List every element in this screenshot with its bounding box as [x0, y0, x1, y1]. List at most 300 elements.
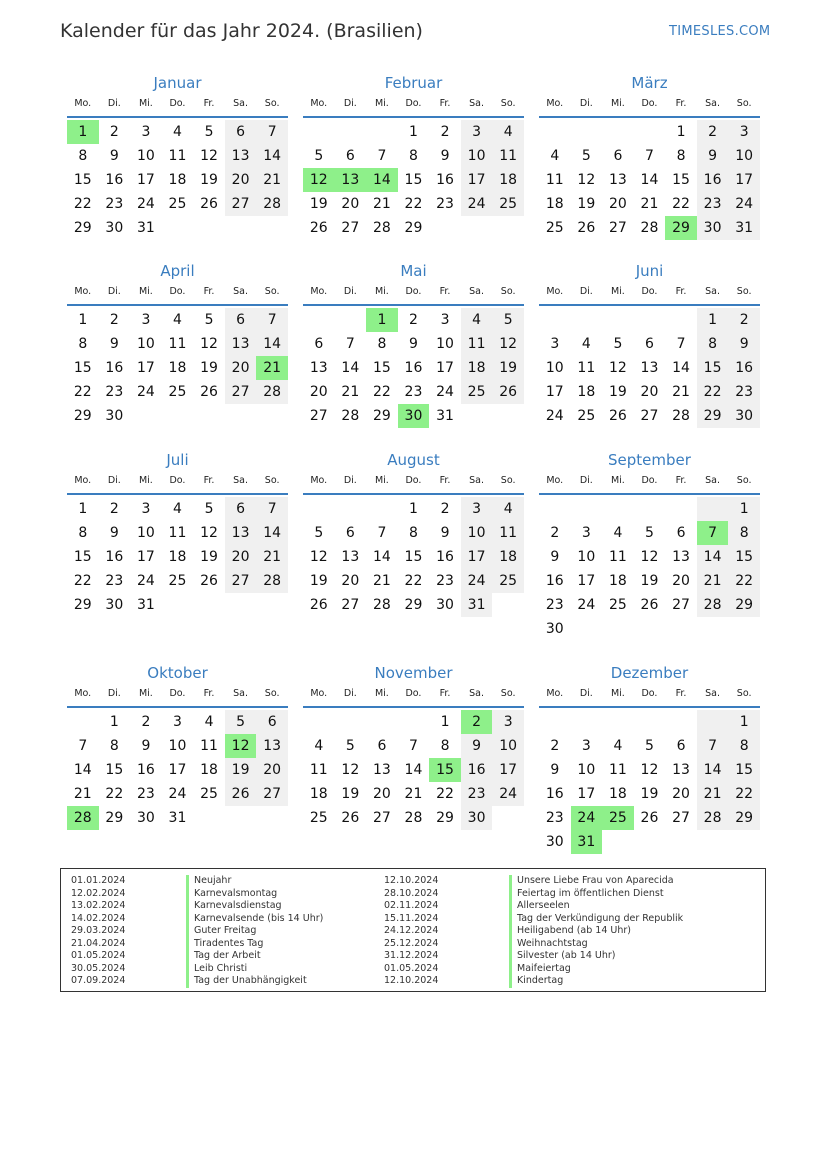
- day-cell[interactable]: 19: [309, 573, 328, 589]
- day-cell[interactable]: 23: [105, 384, 124, 400]
- day-cell[interactable]: 8: [78, 336, 88, 352]
- day-cell[interactable]: 22: [697, 380, 729, 404]
- day-cell[interactable]: 12: [577, 172, 596, 188]
- day-cell[interactable]: 23: [545, 597, 564, 613]
- day-cell[interactable]: 11: [168, 336, 187, 352]
- day-cell[interactable]: 28: [404, 810, 423, 826]
- day-cell[interactable]: 23: [728, 380, 760, 404]
- day-cell[interactable]: 21: [372, 573, 391, 589]
- day-cell[interactable]: 10: [461, 521, 493, 545]
- holiday-day-cell[interactable]: 30: [398, 404, 430, 428]
- day-cell[interactable]: 7: [676, 336, 686, 352]
- brand-link[interactable]: TIMESLES.COM: [669, 24, 771, 39]
- day-cell[interactable]: 9: [109, 525, 119, 541]
- day-cell[interactable]: 28: [640, 220, 659, 236]
- day-cell[interactable]: 25: [608, 597, 627, 613]
- day-cell[interactable]: 5: [204, 501, 214, 517]
- day-cell[interactable]: 10: [577, 549, 596, 565]
- day-cell[interactable]: 24: [136, 573, 155, 589]
- day-cell[interactable]: 3: [141, 312, 151, 328]
- day-cell[interactable]: 2: [109, 312, 119, 328]
- day-cell[interactable]: 8: [728, 521, 760, 545]
- day-cell[interactable]: 28: [256, 569, 288, 593]
- day-cell[interactable]: 26: [309, 220, 328, 236]
- day-cell[interactable]: 11: [168, 525, 187, 541]
- day-cell[interactable]: 24: [436, 384, 454, 400]
- day-cell[interactable]: 16: [697, 168, 729, 192]
- day-cell[interactable]: 21: [341, 384, 360, 400]
- day-cell[interactable]: 8: [440, 738, 450, 754]
- day-cell[interactable]: 7: [377, 525, 387, 541]
- day-cell[interactable]: 27: [672, 597, 690, 613]
- day-cell[interactable]: 7: [697, 734, 729, 758]
- holiday-day-cell[interactable]: 29: [665, 216, 697, 240]
- day-cell[interactable]: 20: [672, 573, 690, 589]
- holiday-day-cell[interactable]: 31: [571, 830, 603, 854]
- day-cell[interactable]: 16: [105, 360, 124, 376]
- day-cell[interactable]: 19: [341, 786, 360, 802]
- day-cell[interactable]: 10: [461, 144, 493, 168]
- day-cell[interactable]: 26: [577, 220, 596, 236]
- holiday-day-cell[interactable]: 2: [461, 710, 493, 734]
- day-cell[interactable]: 20: [225, 168, 257, 192]
- day-cell[interactable]: 28: [372, 597, 391, 613]
- day-cell[interactable]: 2: [109, 124, 119, 140]
- day-cell[interactable]: 25: [168, 196, 187, 212]
- day-cell[interactable]: 23: [404, 384, 423, 400]
- day-cell[interactable]: 10: [577, 762, 596, 778]
- day-cell[interactable]: 16: [728, 356, 760, 380]
- day-cell[interactable]: 4: [173, 124, 182, 140]
- day-cell[interactable]: 18: [608, 786, 627, 802]
- day-cell[interactable]: 4: [173, 501, 182, 517]
- day-cell[interactable]: 15: [404, 172, 423, 188]
- day-cell[interactable]: 24: [136, 384, 155, 400]
- day-cell[interactable]: 14: [256, 144, 288, 168]
- day-cell[interactable]: 28: [697, 593, 729, 617]
- day-cell[interactable]: 9: [461, 734, 493, 758]
- day-cell[interactable]: 22: [728, 569, 760, 593]
- day-cell[interactable]: 23: [136, 786, 155, 802]
- day-cell[interactable]: 17: [136, 549, 155, 565]
- day-cell[interactable]: 14: [73, 762, 92, 778]
- day-cell[interactable]: 24: [545, 408, 564, 424]
- day-cell[interactable]: 5: [613, 336, 623, 352]
- day-cell[interactable]: 3: [461, 120, 493, 144]
- day-cell[interactable]: 29: [73, 597, 92, 613]
- day-cell[interactable]: 9: [440, 525, 450, 541]
- day-cell[interactable]: 9: [440, 148, 450, 164]
- day-cell[interactable]: 18: [168, 360, 187, 376]
- day-cell[interactable]: 23: [545, 810, 564, 826]
- day-cell[interactable]: 11: [545, 172, 564, 188]
- day-cell[interactable]: 4: [204, 714, 214, 730]
- day-cell[interactable]: 27: [608, 220, 627, 236]
- day-cell[interactable]: 30: [105, 408, 124, 424]
- day-cell[interactable]: 12: [341, 762, 360, 778]
- day-cell[interactable]: 1: [676, 124, 686, 140]
- day-cell[interactable]: 5: [345, 738, 355, 754]
- day-cell[interactable]: 28: [256, 192, 288, 216]
- day-cell[interactable]: 19: [640, 573, 659, 589]
- day-cell[interactable]: 25: [577, 408, 596, 424]
- day-cell[interactable]: 25: [492, 569, 524, 593]
- day-cell[interactable]: 29: [73, 408, 92, 424]
- day-cell[interactable]: 11: [200, 738, 218, 754]
- day-cell[interactable]: 1: [728, 710, 760, 734]
- day-cell[interactable]: 15: [73, 360, 92, 376]
- day-cell[interactable]: 27: [225, 380, 257, 404]
- day-cell[interactable]: 10: [136, 148, 155, 164]
- day-cell[interactable]: 17: [136, 360, 155, 376]
- day-cell[interactable]: 17: [136, 172, 155, 188]
- day-cell[interactable]: 10: [136, 525, 155, 541]
- day-cell[interactable]: 18: [461, 356, 493, 380]
- day-cell[interactable]: 25: [545, 220, 564, 236]
- day-cell[interactable]: 18: [309, 786, 328, 802]
- day-cell[interactable]: 22: [105, 786, 124, 802]
- day-cell[interactable]: 8: [697, 332, 729, 356]
- day-cell[interactable]: 17: [492, 758, 524, 782]
- day-cell[interactable]: 14: [372, 549, 391, 565]
- day-cell[interactable]: 21: [640, 196, 659, 212]
- day-cell[interactable]: 13: [225, 332, 257, 356]
- holiday-day-cell[interactable]: 25: [602, 806, 634, 830]
- day-cell[interactable]: 5: [492, 308, 524, 332]
- day-cell[interactable]: 3: [141, 501, 151, 517]
- day-cell[interactable]: 11: [608, 549, 627, 565]
- day-cell[interactable]: 30: [105, 220, 124, 236]
- day-cell[interactable]: 7: [645, 148, 654, 164]
- day-cell[interactable]: 27: [309, 408, 328, 424]
- day-cell[interactable]: 30: [136, 810, 155, 826]
- day-cell[interactable]: 26: [200, 573, 218, 589]
- day-cell[interactable]: 6: [256, 710, 288, 734]
- day-cell[interactable]: 6: [613, 148, 623, 164]
- day-cell[interactable]: 22: [372, 384, 391, 400]
- day-cell[interactable]: 29: [73, 220, 92, 236]
- day-cell[interactable]: 2: [109, 501, 119, 517]
- day-cell[interactable]: 23: [436, 573, 454, 589]
- day-cell[interactable]: 14: [672, 360, 690, 376]
- day-cell[interactable]: 28: [256, 380, 288, 404]
- day-cell[interactable]: 3: [492, 710, 524, 734]
- day-cell[interactable]: 16: [461, 758, 493, 782]
- day-cell[interactable]: 19: [200, 172, 218, 188]
- day-cell[interactable]: 22: [404, 573, 423, 589]
- day-cell[interactable]: 26: [640, 597, 659, 613]
- day-cell[interactable]: 19: [608, 384, 627, 400]
- day-cell[interactable]: 2: [728, 308, 760, 332]
- day-cell[interactable]: 18: [492, 168, 524, 192]
- day-cell[interactable]: 25: [309, 810, 328, 826]
- day-cell[interactable]: 2: [141, 714, 151, 730]
- day-cell[interactable]: 27: [341, 220, 360, 236]
- day-cell[interactable]: 30: [728, 404, 760, 428]
- day-cell[interactable]: 12: [200, 148, 218, 164]
- day-cell[interactable]: 7: [256, 497, 288, 521]
- day-cell[interactable]: 27: [672, 810, 690, 826]
- day-cell[interactable]: 31: [728, 216, 760, 240]
- day-cell[interactable]: 11: [492, 521, 524, 545]
- day-cell[interactable]: 14: [640, 172, 659, 188]
- day-cell[interactable]: 3: [141, 124, 151, 140]
- day-cell[interactable]: 15: [728, 758, 760, 782]
- day-cell[interactable]: 18: [168, 172, 187, 188]
- day-cell[interactable]: 6: [645, 336, 654, 352]
- day-cell[interactable]: 22: [404, 196, 423, 212]
- day-cell[interactable]: 26: [309, 597, 328, 613]
- day-cell[interactable]: 12: [200, 336, 218, 352]
- day-cell[interactable]: 18: [492, 545, 524, 569]
- day-cell[interactable]: 8: [409, 525, 418, 541]
- day-cell[interactable]: 29: [728, 593, 760, 617]
- day-cell[interactable]: 16: [105, 172, 124, 188]
- day-cell[interactable]: 7: [345, 336, 355, 352]
- day-cell[interactable]: 20: [225, 545, 257, 569]
- day-cell[interactable]: 20: [309, 384, 328, 400]
- holiday-day-cell[interactable]: 21: [256, 356, 288, 380]
- day-cell[interactable]: 25: [492, 192, 524, 216]
- day-cell[interactable]: 4: [492, 120, 524, 144]
- day-cell[interactable]: 12: [608, 360, 627, 376]
- day-cell[interactable]: 13: [309, 360, 328, 376]
- day-cell[interactable]: 5: [314, 148, 324, 164]
- day-cell[interactable]: 26: [200, 196, 218, 212]
- day-cell[interactable]: 23: [436, 196, 454, 212]
- day-cell[interactable]: 21: [256, 545, 288, 569]
- day-cell[interactable]: 8: [676, 148, 686, 164]
- day-cell[interactable]: 11: [461, 332, 493, 356]
- day-cell[interactable]: 4: [461, 308, 493, 332]
- day-cell[interactable]: 27: [256, 782, 288, 806]
- holiday-day-cell[interactable]: 12: [225, 734, 257, 758]
- day-cell[interactable]: 3: [581, 738, 591, 754]
- day-cell[interactable]: 29: [728, 806, 760, 830]
- day-cell[interactable]: 26: [640, 810, 659, 826]
- holiday-day-cell[interactable]: 13: [335, 168, 367, 192]
- day-cell[interactable]: 24: [461, 569, 493, 593]
- day-cell[interactable]: 6: [314, 336, 324, 352]
- day-cell[interactable]: 15: [728, 545, 760, 569]
- day-cell[interactable]: 12: [640, 549, 659, 565]
- day-cell[interactable]: 30: [105, 597, 124, 613]
- day-cell[interactable]: 14: [697, 758, 729, 782]
- day-cell[interactable]: 5: [204, 312, 214, 328]
- day-cell[interactable]: 1: [440, 714, 450, 730]
- day-cell[interactable]: 22: [73, 573, 92, 589]
- day-cell[interactable]: 29: [436, 810, 454, 826]
- day-cell[interactable]: 9: [409, 336, 418, 352]
- day-cell[interactable]: 13: [225, 144, 257, 168]
- day-cell[interactable]: 16: [545, 573, 564, 589]
- day-cell[interactable]: 27: [225, 192, 257, 216]
- day-cell[interactable]: 7: [256, 308, 288, 332]
- day-cell[interactable]: 29: [404, 597, 423, 613]
- day-cell[interactable]: 17: [545, 384, 564, 400]
- day-cell[interactable]: 1: [78, 501, 88, 517]
- day-cell[interactable]: 5: [314, 525, 324, 541]
- day-cell[interactable]: 31: [136, 220, 155, 236]
- day-cell[interactable]: 7: [256, 120, 288, 144]
- day-cell[interactable]: 31: [168, 810, 187, 826]
- day-cell[interactable]: 13: [372, 762, 391, 778]
- day-cell[interactable]: 30: [545, 834, 564, 850]
- holiday-day-cell[interactable]: 14: [366, 168, 398, 192]
- day-cell[interactable]: 2: [440, 501, 450, 517]
- day-cell[interactable]: 1: [697, 308, 729, 332]
- day-cell[interactable]: 17: [728, 168, 760, 192]
- day-cell[interactable]: 23: [105, 573, 124, 589]
- day-cell[interactable]: 6: [377, 738, 387, 754]
- day-cell[interactable]: 4: [581, 336, 591, 352]
- day-cell[interactable]: 22: [73, 196, 92, 212]
- day-cell[interactable]: 6: [676, 525, 686, 541]
- day-cell[interactable]: 13: [341, 549, 360, 565]
- day-cell[interactable]: 22: [73, 384, 92, 400]
- day-cell[interactable]: 26: [225, 782, 257, 806]
- holiday-day-cell[interactable]: 15: [429, 758, 461, 782]
- day-cell[interactable]: 17: [436, 360, 454, 376]
- day-cell[interactable]: 4: [613, 525, 623, 541]
- day-cell[interactable]: 23: [105, 196, 124, 212]
- day-cell[interactable]: 4: [550, 148, 560, 164]
- day-cell[interactable]: 25: [200, 786, 218, 802]
- day-cell[interactable]: 25: [461, 380, 493, 404]
- day-cell[interactable]: 20: [341, 573, 360, 589]
- day-cell[interactable]: 28: [341, 408, 360, 424]
- day-cell[interactable]: 15: [73, 549, 92, 565]
- day-cell[interactable]: 31: [461, 593, 493, 617]
- day-cell[interactable]: 20: [672, 786, 690, 802]
- day-cell[interactable]: 15: [73, 172, 92, 188]
- day-cell[interactable]: 17: [577, 786, 596, 802]
- day-cell[interactable]: 8: [377, 336, 387, 352]
- day-cell[interactable]: 6: [225, 120, 257, 144]
- day-cell[interactable]: 3: [440, 312, 450, 328]
- day-cell[interactable]: 29: [697, 404, 729, 428]
- day-cell[interactable]: 17: [461, 168, 493, 192]
- day-cell[interactable]: 11: [577, 360, 596, 376]
- day-cell[interactable]: 1: [409, 501, 418, 517]
- day-cell[interactable]: 10: [492, 734, 524, 758]
- day-cell[interactable]: 11: [492, 144, 524, 168]
- day-cell[interactable]: 19: [200, 360, 218, 376]
- day-cell[interactable]: 25: [168, 384, 187, 400]
- day-cell[interactable]: 29: [372, 408, 391, 424]
- day-cell[interactable]: 10: [728, 144, 760, 168]
- day-cell[interactable]: 18: [577, 384, 596, 400]
- day-cell[interactable]: 21: [672, 384, 690, 400]
- day-cell[interactable]: 3: [550, 336, 560, 352]
- day-cell[interactable]: 2: [440, 124, 450, 140]
- day-cell[interactable]: 9: [550, 549, 560, 565]
- day-cell[interactable]: 6: [345, 148, 355, 164]
- day-cell[interactable]: 20: [372, 786, 391, 802]
- day-cell[interactable]: 31: [136, 597, 155, 613]
- day-cell[interactable]: 14: [697, 545, 729, 569]
- day-cell[interactable]: 19: [492, 356, 524, 380]
- day-cell[interactable]: 7: [377, 148, 387, 164]
- day-cell[interactable]: 15: [404, 549, 423, 565]
- day-cell[interactable]: 9: [550, 762, 560, 778]
- day-cell[interactable]: 21: [256, 168, 288, 192]
- day-cell[interactable]: 9: [141, 738, 151, 754]
- day-cell[interactable]: 6: [345, 525, 355, 541]
- day-cell[interactable]: 21: [697, 569, 729, 593]
- day-cell[interactable]: 28: [697, 806, 729, 830]
- holiday-day-cell[interactable]: 7: [697, 521, 729, 545]
- day-cell[interactable]: 8: [78, 525, 88, 541]
- day-cell[interactable]: 5: [645, 738, 654, 754]
- day-cell[interactable]: 23: [697, 192, 729, 216]
- day-cell[interactable]: 8: [109, 738, 119, 754]
- day-cell[interactable]: 1: [78, 312, 88, 328]
- day-cell[interactable]: 14: [341, 360, 360, 376]
- day-cell[interactable]: 10: [136, 336, 155, 352]
- day-cell[interactable]: 2: [409, 312, 418, 328]
- day-cell[interactable]: 21: [404, 786, 423, 802]
- day-cell[interactable]: 26: [341, 810, 360, 826]
- day-cell[interactable]: 18: [168, 549, 187, 565]
- day-cell[interactable]: 15: [672, 172, 690, 188]
- day-cell[interactable]: 9: [728, 332, 760, 356]
- day-cell[interactable]: 19: [640, 786, 659, 802]
- holiday-day-cell[interactable]: 1: [366, 308, 398, 332]
- day-cell[interactable]: 13: [672, 762, 690, 778]
- day-cell[interactable]: 8: [78, 148, 88, 164]
- day-cell[interactable]: 10: [545, 360, 564, 376]
- day-cell[interactable]: 2: [550, 738, 560, 754]
- day-cell[interactable]: 9: [109, 336, 119, 352]
- day-cell[interactable]: 3: [581, 525, 591, 541]
- day-cell[interactable]: 4: [173, 312, 182, 328]
- day-cell[interactable]: 10: [168, 738, 187, 754]
- day-cell[interactable]: 8: [409, 148, 418, 164]
- day-cell[interactable]: 30: [545, 621, 564, 637]
- day-cell[interactable]: 6: [676, 738, 686, 754]
- day-cell[interactable]: 10: [436, 336, 454, 352]
- day-cell[interactable]: 19: [225, 758, 257, 782]
- day-cell[interactable]: 20: [256, 758, 288, 782]
- day-cell[interactable]: 11: [608, 762, 627, 778]
- day-cell[interactable]: 30: [436, 597, 454, 613]
- day-cell[interactable]: 16: [545, 786, 564, 802]
- holiday-day-cell[interactable]: 24: [571, 806, 603, 830]
- day-cell[interactable]: 17: [168, 762, 187, 778]
- day-cell[interactable]: 31: [436, 408, 454, 424]
- day-cell[interactable]: 13: [256, 734, 288, 758]
- day-cell[interactable]: 18: [608, 573, 627, 589]
- day-cell[interactable]: 26: [200, 384, 218, 400]
- day-cell[interactable]: 8: [728, 734, 760, 758]
- day-cell[interactable]: 3: [728, 120, 760, 144]
- day-cell[interactable]: 18: [200, 762, 218, 778]
- day-cell[interactable]: 22: [728, 782, 760, 806]
- day-cell[interactable]: 11: [309, 762, 328, 778]
- day-cell[interactable]: 1: [409, 124, 418, 140]
- day-cell[interactable]: 5: [204, 124, 214, 140]
- day-cell[interactable]: 22: [672, 196, 690, 212]
- day-cell[interactable]: 3: [173, 714, 182, 730]
- day-cell[interactable]: 21: [372, 196, 391, 212]
- day-cell[interactable]: 24: [168, 786, 187, 802]
- day-cell[interactable]: 19: [577, 196, 596, 212]
- day-cell[interactable]: 16: [136, 762, 155, 778]
- day-cell[interactable]: 18: [545, 196, 564, 212]
- day-cell[interactable]: 5: [645, 525, 654, 541]
- day-cell[interactable]: 19: [200, 549, 218, 565]
